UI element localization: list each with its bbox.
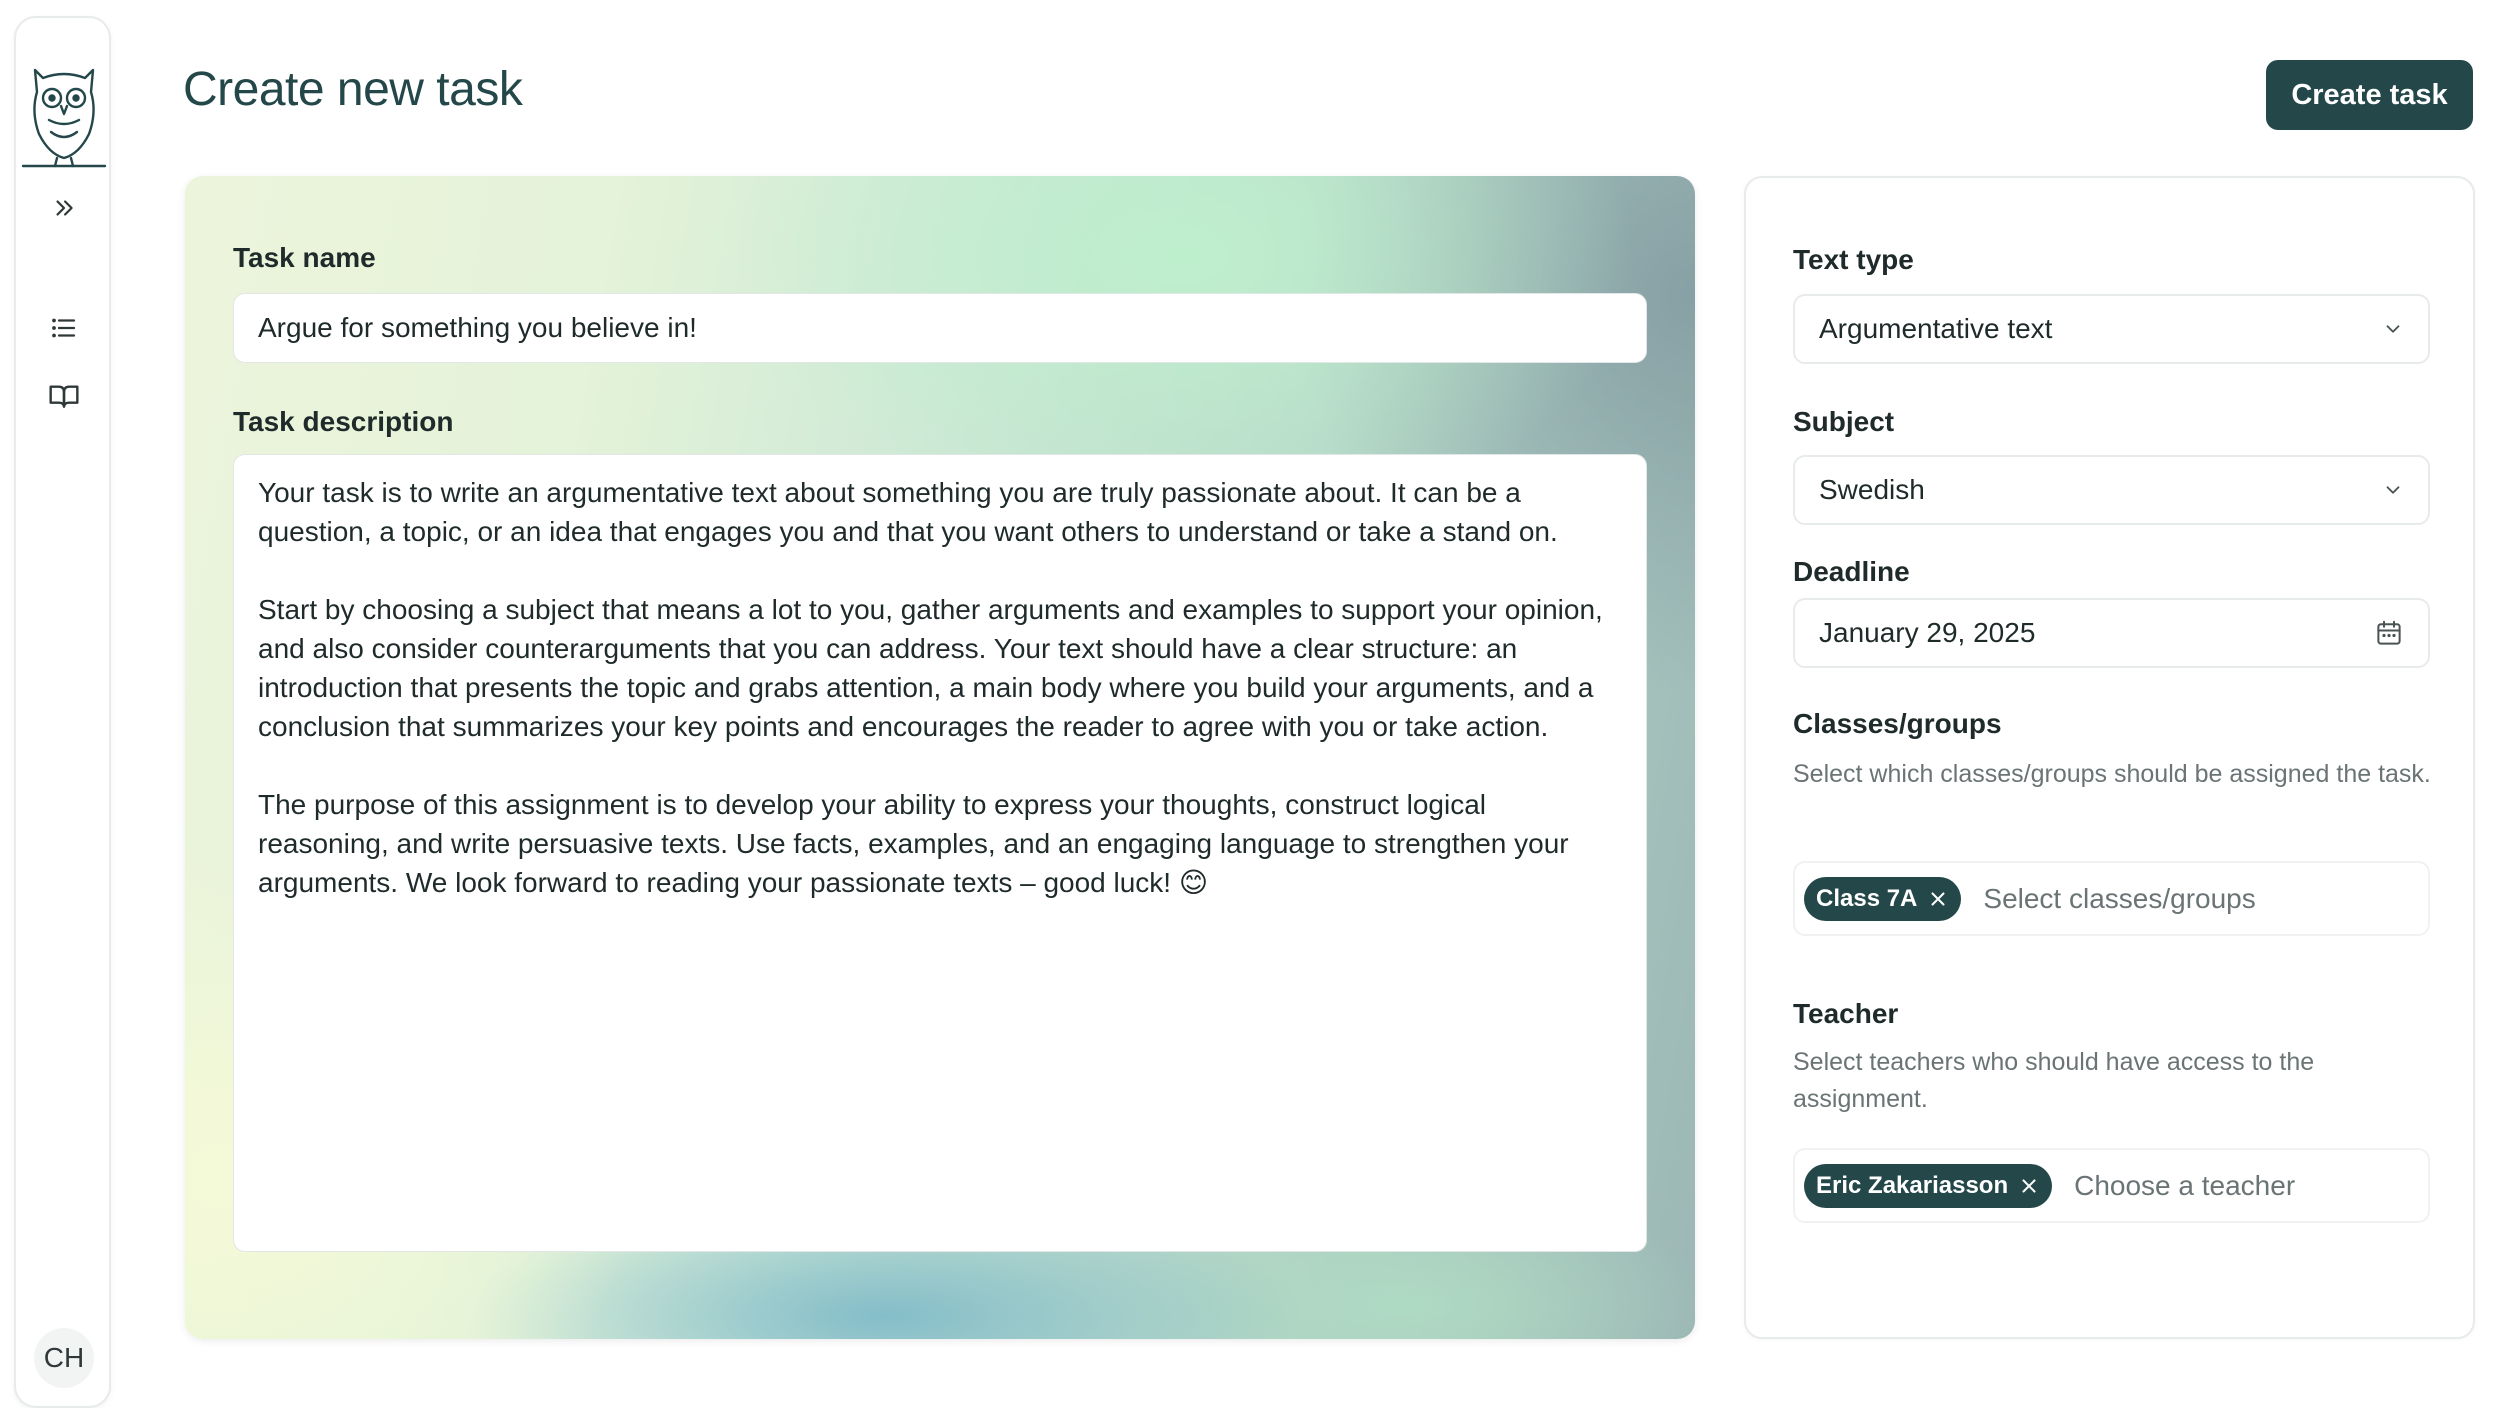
subject-label: Subject xyxy=(1793,406,1895,437)
classes-help-text: Select which classes/groups should be assigned the task. xyxy=(1793,760,2431,788)
task-name-value: Argue for something you believe in! xyxy=(258,312,697,343)
task-description-label: Task description xyxy=(233,406,454,437)
book-open-icon xyxy=(48,380,80,412)
close-icon xyxy=(2018,1175,2040,1197)
description-paragraph: Start by choosing a subject that means a lot to you, gather arguments and examples to support your opinion, and also consider counterarguments that you can address. Your text should have a clear structure: an introduction that presents the topic and grabs attention, a main body where you build your arguments, and a conclusion that summarizes your key points and encourages the reader to agree with you or take action. xyxy=(258,594,1603,742)
chip-label: Eric Zakariasson xyxy=(1816,1171,2009,1199)
task-editor-card xyxy=(185,176,1695,1339)
deadline-date-input[interactable] xyxy=(1793,598,2430,668)
description-paragraph: Your task is to write an argumentative text about something you are truly passionate about. It can be a question, a topic, or an idea that engages you and that you want others to understand or take a stand on. xyxy=(258,477,1558,547)
classes-placeholder[interactable]: Select classes/groups xyxy=(1983,882,2256,914)
page-title: Create new task xyxy=(183,63,523,116)
teacher-placeholder[interactable]: Choose a teacher xyxy=(2074,1169,2296,1201)
owl-logo-icon[interactable] xyxy=(21,62,107,172)
user-avatar[interactable] xyxy=(34,1328,94,1388)
chevron-down-icon xyxy=(2382,318,2404,340)
text-type-label: Text type xyxy=(1793,244,1914,275)
calendar-icon[interactable] xyxy=(2374,618,2404,648)
subject-select[interactable] xyxy=(1793,455,2430,525)
teacher-multiselect[interactable] xyxy=(1793,1148,2430,1223)
selected-class-chip xyxy=(1804,877,1961,921)
teacher-help-text: Select teachers who should have access to the assignment. xyxy=(1793,1048,2315,1113)
remove-chip-button[interactable] xyxy=(1927,888,1949,910)
expand-sidebar-button[interactable] xyxy=(42,186,86,230)
close-icon xyxy=(1927,888,1949,910)
classes-multiselect[interactable] xyxy=(1793,861,2430,936)
text-type-value: Argumentative text xyxy=(1819,313,2053,344)
text-type-select[interactable] xyxy=(1793,294,2430,364)
deadline-label: Deadline xyxy=(1793,556,1910,587)
list-icon xyxy=(49,313,79,343)
task-name-input[interactable] xyxy=(233,293,1647,363)
classes-label: Classes/groups xyxy=(1793,708,2002,739)
task-name-label: Task name xyxy=(233,242,376,273)
sidebar xyxy=(14,16,111,1408)
chevron-double-right-icon xyxy=(51,195,77,221)
description-paragraph: The purpose of this assignment is to develop your ability to express your thoughts, construct logical reasoning, and write persuasive texts. Use facts, examples, and an engaging language to strengthen your arguments. We look forward to reading your passionate texts – good luck! 😊 xyxy=(258,789,1569,898)
chip-label: Class 7A xyxy=(1816,884,1918,912)
sidebar-item-tasks[interactable] xyxy=(42,306,86,350)
task-description-textarea[interactable] xyxy=(233,454,1647,1252)
task-settings-panel xyxy=(1744,176,2475,1339)
chevron-down-icon xyxy=(2382,479,2404,501)
subject-value: Swedish xyxy=(1819,474,1925,505)
sidebar-item-library[interactable] xyxy=(42,374,86,418)
teacher-label: Teacher xyxy=(1793,998,1899,1029)
remove-chip-button[interactable] xyxy=(2018,1175,2040,1197)
create-task-button[interactable]: Create task xyxy=(2266,60,2473,130)
selected-teacher-chip xyxy=(1804,1164,2052,1208)
avatar-initials: CH xyxy=(43,1342,85,1373)
deadline-value: January 29, 2025 xyxy=(1819,617,2036,648)
